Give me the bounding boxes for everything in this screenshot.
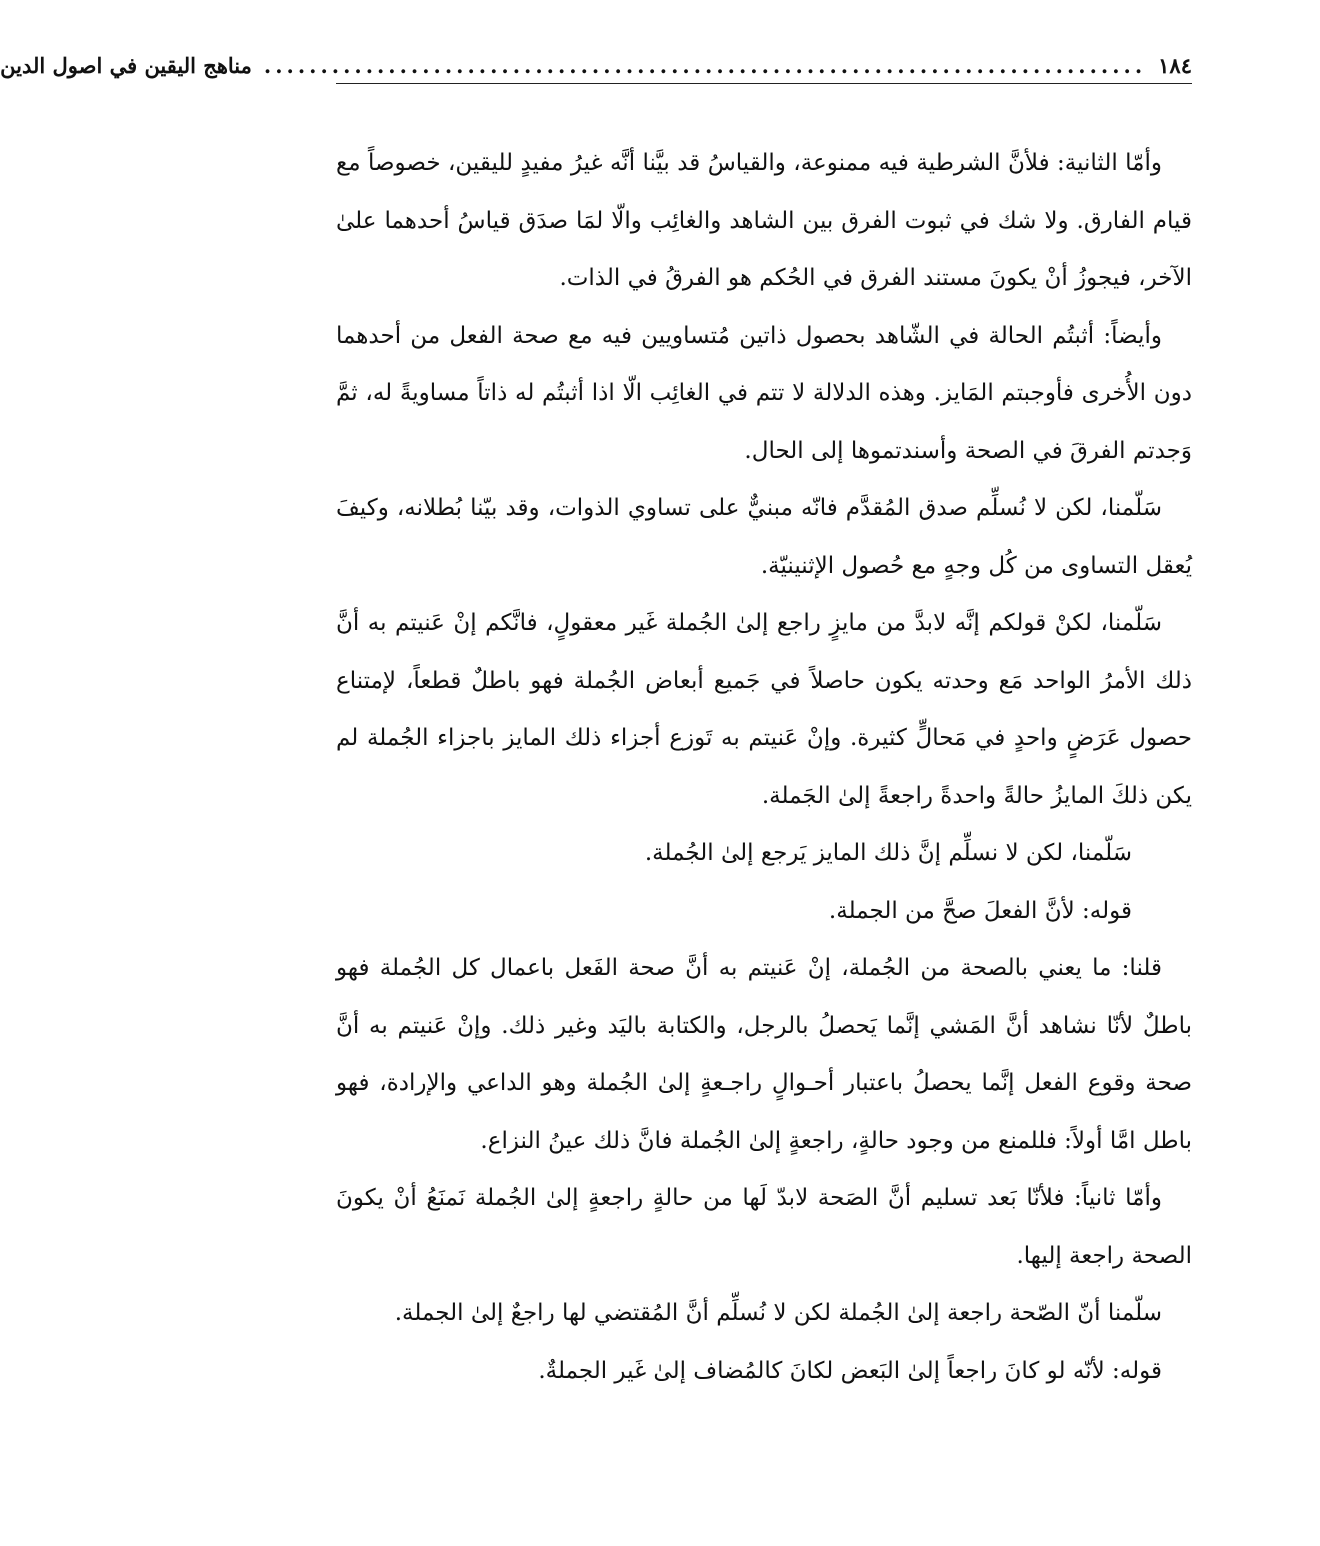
header-rule — [336, 83, 1192, 84]
running-header — [0, 38, 1192, 78]
paragraph: سَلّمنا، لكن لا نسلِّم إنَّ ذلك المايز يَرجع إلىٰ الجُملة. — [644, 840, 1132, 866]
paragraph: سَلّمنا، لكنْ قولكم إنَّه لابدَّ من مايزٍ راجع إلىٰ الجُملة غَير معقولٍ، فانَّكم إنْ عَنيتم به أنَّ ذلك الأمرُ الواحد مَع وحدته يكون حاصلاً في جَميع أبعاض الجُملة فهو باطلٌ قطعاً، لإمتناع حصول عَرَضٍ واحدٍ في مَحالٍّ كثيرة. وإنْ عَنيتم به تَوزع أجزاء ذلك المايز باجزاء الجُملة لم يكن ذلكَ المايزُ حالةً واحدةً راجعةً إلىٰ الجَملة. — [336, 610, 1192, 809]
paragraph: قوله: لأنّه لو كانَ راجعاً إلىٰ البَعض لكانَ كالمُضاف إلىٰ غَير الجملةٌ. — [538, 1357, 1162, 1384]
page-number: ١٨٤ — [1158, 53, 1192, 78]
paragraph: وأيضاً: أثبتُم الحالة في الشّاهد بحصول ذاتين مُتساويين فيه مع صحة الفعل من أحدهما دون الأُخرى فأوجبتم المَايز. وهذه الدلالة لا تتم في الغائِب الّا اذا أثبتُم له ذاتاً مساويةً له، ثمَّ وَجدتم الفرقَ في الصحة وأسندتموها إلى الحال. — [336, 322, 1192, 464]
paragraph: سلّمنا أنّ الصّحة راجعة إلىٰ الجُملة لكن لا نُسلِّم أنَّ المُقتضي لها راجعٌ إلىٰ الجملة. — [394, 1300, 1162, 1326]
paragraph: سَلّمنا، لكن لا نُسلِّم صدق المُقدَّم فانّه مبنيٌّ على تساوي الذوات، وقد بيّنا بُطلانه، وكيفَ يُعقل التساوى من كُل وجهٍ مع حُصول الإثنينيّة. — [336, 495, 1192, 579]
paragraph: وأمّا ثانياً: فلأنّا بَعد تسليم أنَّ الصَحة لابدّ لَها من حالةٍ راجعةٍ إلىٰ الجُملة نَمنَعُ أنْ يكونَ الصحة راجعة إليها. — [336, 1185, 1192, 1269]
header-leader-dots: .............................................................................. — [263, 53, 1147, 78]
book-title: مناهج اليقين في اصول الدين — [0, 53, 252, 78]
paragraph: قلنا: ما يعني بالصحة من الجُملة، إنْ عَنيتم به أنَّ صحة الفَعل باعمال كل الجُملة فهو باطلٌ لأنّا نشاهد أنَّ المَشي إنَّما يَحصلُ بالرجل، والكتابة باليَد وغير ذلك. وإنْ عَنيتم به أنَّ صحة وقوع الفعل إنَّما يحصلُ باعتبار أحـوالٍ راجـعةٍ إلىٰ الجُملة وهو الداعي والإرادة، فهو باطل امَّا أولاً: فللمنع من وجود حالةٍ، راجعةٍ إلىٰ الجُملة فانَّ ذلك عينُ النزاع. — [336, 955, 1192, 1154]
paragraph: قوله: لأنَّ الفعلَ صحَّ من الجملة. — [828, 897, 1132, 924]
paragraph: وأمّا الثانية: فلأنَّ الشرطية فيه ممنوعة، والقياسُ قد بيَّنا أنَّه غيرُ مفيدٍ لليقين، خصوصاً مع قيام الفارق. ولا شك في ثبوت الفرق بين الشاهد والغائِب والّا لمَا صدَق قياسُ أحدهما علىٰ الآخر، فيجوزُ أنْ يكونَ مستند الفرق في الحُكم هو الفرقُ في الذات. — [336, 150, 1192, 291]
text-body — [336, 135, 1192, 1400]
